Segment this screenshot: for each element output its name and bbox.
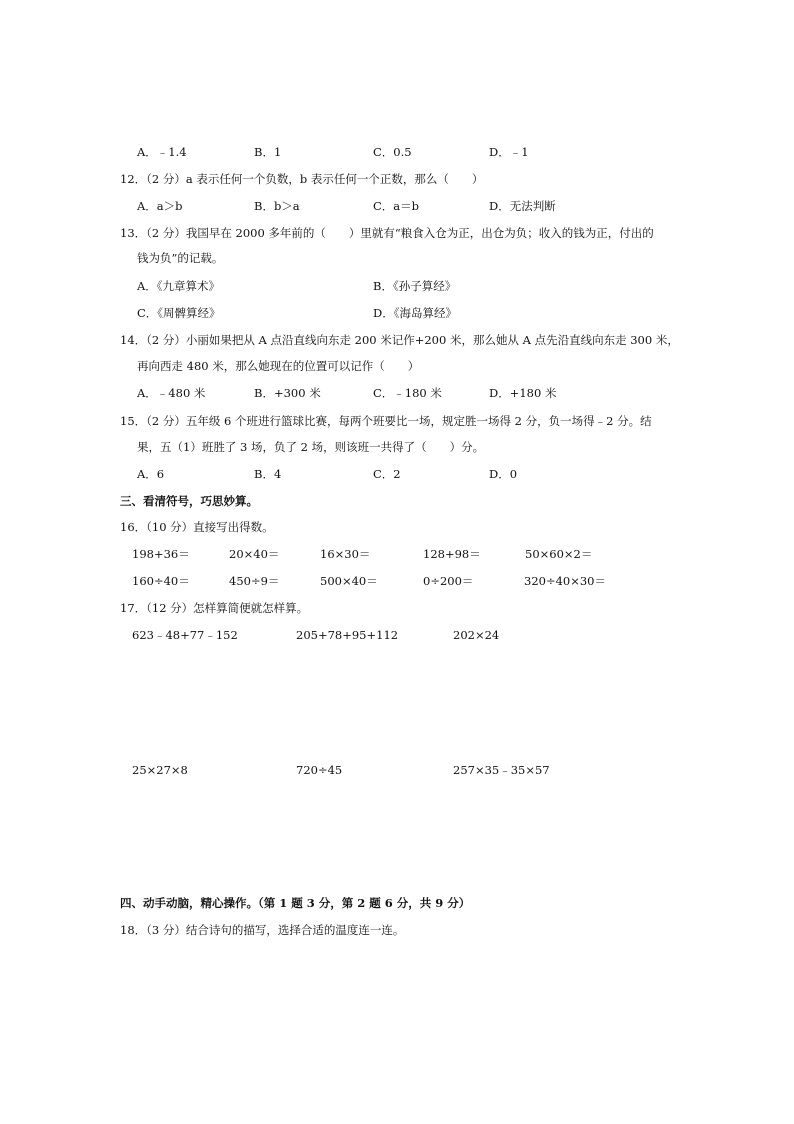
q13-option-d: D．《海岛算经》 <box>373 306 457 320</box>
q16-stem: 16．（10 分）直接写出得数。 <box>120 520 274 534</box>
q17-item: 257×35﹣35×57 <box>453 763 550 777</box>
q13-stem-line2: 钱为负”的记载。 <box>137 251 224 265</box>
section-3-title: 三、看清符号，巧思妙算。 <box>120 494 258 508</box>
q16-item: 320÷40×30＝ <box>524 574 606 588</box>
section-4-title: 四、动手动脑，精心操作。（第 1 题 3 分，第 2 题 6 分，共 9 分） <box>120 896 471 910</box>
q14-option-d: D．+180 米 <box>489 386 557 400</box>
q18-stem: 18．（3 分）结合诗句的描写，选择合适的温度连一连。 <box>120 923 405 937</box>
q16-item: 20×40＝ <box>229 547 280 561</box>
q17-item: 623﹣48+77﹣152 <box>132 628 238 642</box>
q13-option-a: A．《九章算术》 <box>137 279 221 293</box>
q14-stem-line2: 再向西走 480 米，那么她现在的位置可以记作（ ） <box>137 359 420 373</box>
q12-stem: 12．（2 分）a 表示任何一个负数，b 表示任何一个正数，那么（ ） <box>120 172 484 186</box>
q13-option-b: B．《孙子算经》 <box>373 279 457 293</box>
q16-item: 450÷9＝ <box>229 574 280 588</box>
q14-option-c: C．﹣180 米 <box>373 386 442 400</box>
q15-option-d: D．0 <box>489 467 518 481</box>
q12-option-d: D．无法判断 <box>489 199 556 213</box>
q11-option-c: C．0.5 <box>373 145 412 159</box>
q17-stem: 17．（12 分）怎样算简便就怎样算。 <box>120 601 309 615</box>
q16-item: 50×60×2＝ <box>525 547 593 561</box>
q11-option-a: A．﹣1.4 <box>137 145 187 159</box>
q15-option-c: C．2 <box>373 467 401 481</box>
q11-option-b: B．1 <box>254 145 282 159</box>
q16-item: 198+36＝ <box>132 547 190 561</box>
q11-option-d: D．﹣1 <box>489 145 529 159</box>
q14-option-b: B．+300 米 <box>254 386 321 400</box>
q15-stem-line2: 果，五（1）班胜了 3 场，负了 2 场，则该班一共得了（ ）分。 <box>137 440 485 454</box>
q17-item: 205+78+95+112 <box>296 628 399 642</box>
q17-item: 25×27×8 <box>132 763 188 777</box>
q16-item: 0÷200＝ <box>423 574 474 588</box>
q15-stem-line1: 15．（2 分）五年级 6 个班进行篮球比赛，每两个班要比一场，规定胜一场得 2 分，负一场得﹣2 分。结 <box>120 414 652 428</box>
q17-item: 720÷45 <box>296 763 343 777</box>
q17-item: 202×24 <box>453 628 500 642</box>
q16-item: 16×30＝ <box>320 547 371 561</box>
q13-option-c: C．《周髀算经》 <box>137 306 221 320</box>
q14-stem-line1: 14．（2 分）小丽如果把从 A 点沿直线向东走 200 米记作+200 米，那么她从 A 点先沿直线向东走 300 米， <box>120 333 679 347</box>
q16-item: 128+98＝ <box>423 547 481 561</box>
q12-option-a: A．a＞b <box>137 199 183 213</box>
q16-item: 160÷40＝ <box>132 574 190 588</box>
q15-option-b: B．4 <box>254 467 282 481</box>
q12-option-c: C．a＝b <box>373 199 420 213</box>
q14-option-a: A．﹣480 米 <box>137 386 206 400</box>
q12-option-b: B．b＞a <box>254 199 300 213</box>
q15-option-a: A．6 <box>137 467 165 481</box>
q16-item: 500×40＝ <box>320 574 378 588</box>
q13-stem-line1: 13．（2 分）我国早在 2000 多年前的（ ）里就有“粮食入仓为正，出仓为负；收入的钱为正，付出的 <box>120 226 654 240</box>
